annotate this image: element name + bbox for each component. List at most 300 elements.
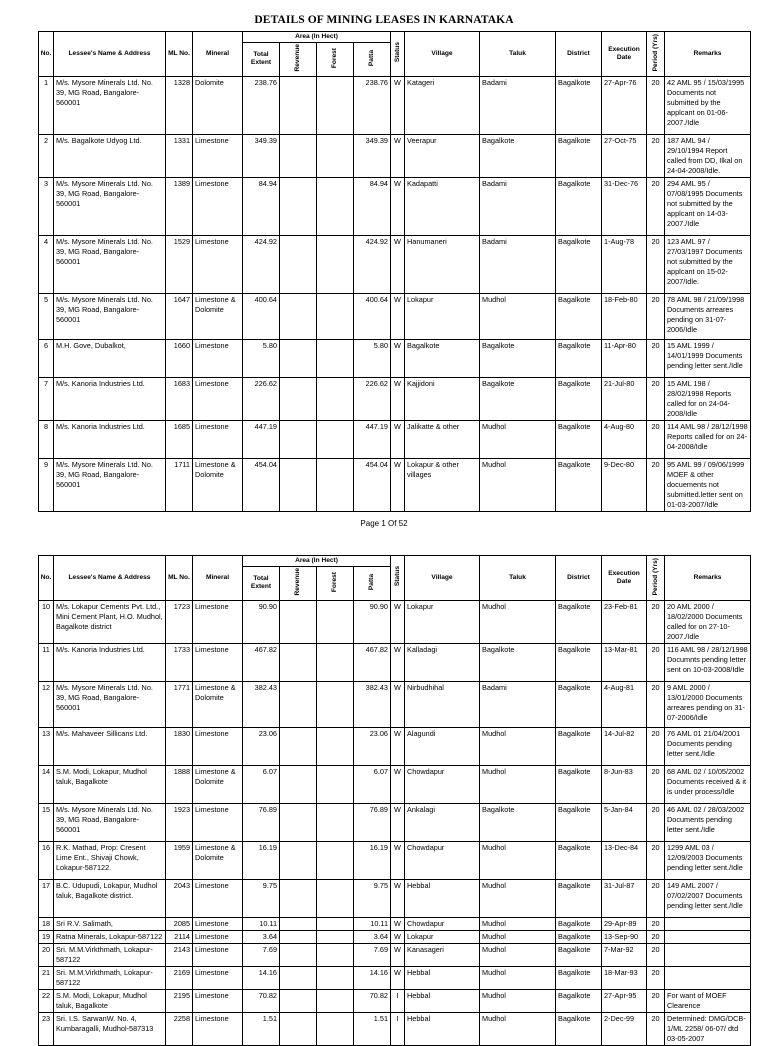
district-cell: Bagalkote [556, 377, 602, 420]
status-cell: W [391, 727, 405, 765]
table-row [39, 727, 751, 765]
village-cell: Hebbal [405, 879, 480, 917]
period-cell: 20 [647, 600, 665, 643]
taluk-cell: Badami [480, 177, 556, 235]
village-cell: Kanasageri [405, 943, 480, 966]
table-row [39, 643, 751, 681]
execution-date-cell: 13-Mar-81 [602, 643, 647, 681]
row-number: 12 [39, 681, 54, 727]
execution-date-cell: 5-Jan-84 [602, 803, 647, 841]
district-cell: Bagalkote [556, 879, 602, 917]
revenue-cell [280, 420, 317, 458]
district-cell: Bagalkote [556, 765, 602, 803]
district-cell: Bagalkote [556, 177, 602, 235]
ml-number-cell: 1660 [166, 339, 193, 377]
table-body-page-2 [39, 600, 751, 1045]
village-cell: Chowdapur [405, 765, 480, 803]
leases-table-page-1 [38, 31, 751, 512]
patta-cell: 3.64 [354, 930, 391, 943]
district-cell: Bagalkote [556, 917, 602, 930]
period-cell: 20 [647, 420, 665, 458]
forest-cell [317, 803, 354, 841]
forest-cell [317, 377, 354, 420]
district-cell: Bagalkote [556, 76, 602, 134]
village-cell: Kalladagi [405, 643, 480, 681]
patta-cell: 10.11 [354, 917, 391, 930]
district-cell: Bagalkote [556, 803, 602, 841]
village-cell: Alagundi [405, 727, 480, 765]
mineral-cell: Limestone [193, 134, 243, 177]
lessee-cell: M/s. Mysore Minerals Ltd. No. 39, MG Road, Bangalore-560001 [54, 76, 166, 134]
patta-cell: 226.62 [354, 377, 391, 420]
taluk-cell: Mudhol [480, 917, 556, 930]
village-cell: Lokapur [405, 930, 480, 943]
period-cell: 20 [647, 803, 665, 841]
row-number: 7 [39, 377, 54, 420]
table-row [39, 930, 751, 943]
total-extent-cell: 70.82 [243, 989, 280, 1012]
header-forest: Forest [317, 43, 354, 77]
row-number: 4 [39, 235, 54, 293]
row-number: 3 [39, 177, 54, 235]
ml-number-cell: 1331 [166, 134, 193, 177]
forest-cell [317, 177, 354, 235]
remarks-cell: 78 AML 98 / 21/09/1998 Documents arreares pending on 31-07-2006/Idle [665, 293, 751, 339]
lessee-cell: M/s. Kanoria Industries Ltd. [54, 420, 166, 458]
remarks-cell: 46 AML 02 / 28/03/2002 Documents pending letter sent./Idle [665, 803, 751, 841]
table-row [39, 1012, 751, 1045]
status-cell: W [391, 458, 405, 511]
execution-date-cell: 27-Apr-95 [602, 989, 647, 1012]
period-cell: 20 [647, 293, 665, 339]
mineral-cell: Limestone [193, 643, 243, 681]
lessee-cell: M/s. Lokapur Cements Pvt. Ltd., Mini Cement Plant, H.O. Mudhol, Bagalkote district [54, 600, 166, 643]
revenue-cell [280, 177, 317, 235]
table-row [39, 943, 751, 966]
execution-date-cell: 27-Oct-75 [602, 134, 647, 177]
remarks-cell: 9 AML 2000 / 13/01/2000 Documents arreares pending on 31-07-2006/Idle [665, 681, 751, 727]
execution-date-cell: 9-Dec-80 [602, 458, 647, 511]
lessee-cell: B.C. Udupudi, Lokapur, Mudhol taluk, Bagalkote district. [54, 879, 166, 917]
header-patta: Patta [354, 567, 391, 601]
lessee-cell: M/s. Mysore Minerals Ltd. No. 39, MG Road, Bangalore-560001 [54, 235, 166, 293]
lessee-cell: S.M. Modi, Lokapur, Mudhol taluk, Bagalkote [54, 765, 166, 803]
ml-number-cell: 1888 [166, 765, 193, 803]
header-execution-date: Execution Date [602, 32, 647, 77]
revenue-cell [280, 989, 317, 1012]
status-cell: W [391, 841, 405, 879]
forest-cell [317, 458, 354, 511]
taluk-cell: Mudhol [480, 420, 556, 458]
patta-cell: 76.89 [354, 803, 391, 841]
row-number: 22 [39, 989, 54, 1012]
patta-cell: 1.51 [354, 1012, 391, 1045]
header-no: No. [39, 32, 54, 77]
village-cell: Chowdapur [405, 841, 480, 879]
forest-cell [317, 943, 354, 966]
status-cell: W [391, 177, 405, 235]
row-number: 11 [39, 643, 54, 681]
lessee-cell: Ratna Minerals, Lokapur-587122 [54, 930, 166, 943]
remarks-cell: 149 AML 2007 / 07/02/2007 Documents pending letter sent./Idle [665, 879, 751, 917]
execution-date-cell: 31-Dec-76 [602, 177, 647, 235]
row-number: 21 [39, 966, 54, 989]
village-cell: Chowdapur [405, 917, 480, 930]
forest-cell [317, 841, 354, 879]
district-cell: Bagalkote [556, 1012, 602, 1045]
total-extent-cell: 84.94 [243, 177, 280, 235]
ml-number-cell: 1685 [166, 420, 193, 458]
village-cell: Ankalagi [405, 803, 480, 841]
row-number: 16 [39, 841, 54, 879]
revenue-cell [280, 930, 317, 943]
total-extent-cell: 382.43 [243, 681, 280, 727]
mineral-cell: Limestone [193, 930, 243, 943]
status-cell: I [391, 989, 405, 1012]
period-cell: 20 [647, 134, 665, 177]
row-number: 13 [39, 727, 54, 765]
period-cell: 20 [647, 917, 665, 930]
row-number: 19 [39, 930, 54, 943]
district-cell: Bagalkote [556, 841, 602, 879]
table-row [39, 765, 751, 803]
village-cell: Kajjidoni [405, 377, 480, 420]
revenue-cell [280, 76, 317, 134]
period-cell: 20 [647, 943, 665, 966]
execution-date-cell: 1-Aug-78 [602, 235, 647, 293]
ml-number-cell: 1733 [166, 643, 193, 681]
execution-date-cell: 18-Feb-80 [602, 293, 647, 339]
total-extent-cell: 226.62 [243, 377, 280, 420]
forest-cell [317, 989, 354, 1012]
status-cell: W [391, 930, 405, 943]
district-cell: Bagalkote [556, 458, 602, 511]
taluk-cell: Bagalkote [480, 643, 556, 681]
execution-date-cell: 27-Apr-76 [602, 76, 647, 134]
status-cell: W [391, 917, 405, 930]
patta-cell: 5.80 [354, 339, 391, 377]
total-extent-cell: 467.82 [243, 643, 280, 681]
revenue-cell [280, 879, 317, 917]
revenue-cell [280, 681, 317, 727]
district-cell: Bagalkote [556, 293, 602, 339]
execution-date-cell: 4-Aug-81 [602, 681, 647, 727]
table-row [39, 966, 751, 989]
mineral-cell: Limestone [193, 943, 243, 966]
execution-date-cell: 11-Apr-80 [602, 339, 647, 377]
revenue-cell [280, 293, 317, 339]
mineral-cell: Limestone & Dolomite [193, 681, 243, 727]
village-cell: Jalikatte & other [405, 420, 480, 458]
revenue-cell [280, 458, 317, 511]
revenue-cell [280, 377, 317, 420]
village-cell: Bagalkote [405, 339, 480, 377]
remarks-cell: 15 AML 1999 / 14/01/1999 Documents pending letter sent./Idle [665, 339, 751, 377]
patta-cell: 424.92 [354, 235, 391, 293]
header-district: District [556, 556, 602, 601]
status-cell: W [391, 235, 405, 293]
header-village: Village [405, 556, 480, 601]
header-total-extent: Total Extent [243, 43, 280, 77]
remarks-cell: 20 AML 2000 / 18/02/2000 Documents called for on 27-10-2007./Idle [665, 600, 751, 643]
mineral-cell: Limestone [193, 420, 243, 458]
village-cell: Lokapur & other villages [405, 458, 480, 511]
status-cell: W [391, 600, 405, 643]
status-cell: I [391, 1012, 405, 1045]
lessee-cell: Sri. M.M.Virkthmath, Lokapur-587122 [54, 943, 166, 966]
header-forest: Forest [317, 567, 354, 601]
lessee-cell: M/s. Mysore Minerals Ltd. No. 39, MG Road, Bangalore-560001 [54, 458, 166, 511]
total-extent-cell: 9.75 [243, 879, 280, 917]
row-number: 6 [39, 339, 54, 377]
taluk-cell: Mudhol [480, 1012, 556, 1045]
revenue-cell [280, 643, 317, 681]
header-area-group: Area (In Hect) [243, 32, 391, 43]
taluk-cell: Mudhol [480, 600, 556, 643]
header-taluk: Taluk [480, 556, 556, 601]
remarks-cell: 114 AML 98 / 28/12/1998 Reports called for on 24-04-2008/Idle [665, 420, 751, 458]
remarks-cell: 1299 AML 03 / 12/09/2003 Documents pending letter sent./Idle [665, 841, 751, 879]
patta-cell: 9.75 [354, 879, 391, 917]
row-number: 5 [39, 293, 54, 339]
lessee-cell: M/s. Mysore Minerals Ltd. No. 39, MG Road, Bangalore-560001 [54, 681, 166, 727]
period-cell: 20 [647, 727, 665, 765]
ml-number-cell: 1771 [166, 681, 193, 727]
header-village: Village [405, 32, 480, 77]
row-number: 10 [39, 600, 54, 643]
forest-cell [317, 966, 354, 989]
taluk-cell: Mudhol [480, 930, 556, 943]
status-cell: W [391, 76, 405, 134]
forest-cell [317, 917, 354, 930]
leases-table-page-2 [38, 555, 751, 1046]
execution-date-cell: 21-Jul-80 [602, 377, 647, 420]
patta-cell: 7.69 [354, 943, 391, 966]
revenue-cell [280, 803, 317, 841]
status-cell: W [391, 377, 405, 420]
ml-number-cell: 2143 [166, 943, 193, 966]
period-cell: 20 [647, 235, 665, 293]
revenue-cell [280, 917, 317, 930]
remarks-cell: 68 AML 02 / 10/05/2002 Documents received & it is under process/Idle [665, 765, 751, 803]
remarks-cell: 123 AML 97 / 27/03/1997 Documents not submitted by the applcant on 15-02-2007/Idle. [665, 235, 751, 293]
header-no: No. [39, 556, 54, 601]
header-status: Status [391, 556, 405, 601]
execution-date-cell: 14-Jul-82 [602, 727, 647, 765]
district-cell: Bagalkote [556, 643, 602, 681]
period-cell: 20 [647, 643, 665, 681]
execution-date-cell: 31-Jul-87 [602, 879, 647, 917]
table-row [39, 600, 751, 643]
village-cell: Veerapur [405, 134, 480, 177]
district-cell: Bagalkote [556, 681, 602, 727]
status-cell: W [391, 879, 405, 917]
revenue-cell [280, 841, 317, 879]
forest-cell [317, 134, 354, 177]
lessee-cell: M/s. Kanoria Industries Ltd. [54, 377, 166, 420]
village-cell: Hanumaneri [405, 235, 480, 293]
total-extent-cell: 16.19 [243, 841, 280, 879]
lessee-cell: M/s. Mysore Minerals Ltd. No. 39, MG Road, Bangalore-560001 [54, 293, 166, 339]
forest-cell [317, 879, 354, 917]
district-cell: Bagalkote [556, 600, 602, 643]
period-cell: 20 [647, 765, 665, 803]
header-period: Period (Yrs) [647, 556, 665, 601]
header-lessee: Lessee's Name & Address [54, 556, 166, 601]
period-cell: 20 [647, 989, 665, 1012]
remarks-cell [665, 966, 751, 989]
patta-cell: 6.07 [354, 765, 391, 803]
taluk-cell: Badami [480, 681, 556, 727]
mineral-cell: Limestone [193, 1012, 243, 1045]
district-cell: Bagalkote [556, 966, 602, 989]
period-cell: 20 [647, 879, 665, 917]
patta-cell: 454.04 [354, 458, 391, 511]
period-cell: 20 [647, 930, 665, 943]
forest-cell [317, 235, 354, 293]
lessee-cell: M.H. Gove, Dubalkot, [54, 339, 166, 377]
lessee-cell: Sri. I.S. SarwanW. No. 4, Kumbaragalli, Mudhol-587313 [54, 1012, 166, 1045]
page-footer: Page 1 Of 52 [360, 519, 408, 528]
forest-cell [317, 681, 354, 727]
forest-cell [317, 339, 354, 377]
table-body-page-1 [39, 76, 751, 511]
total-extent-cell: 14.16 [243, 966, 280, 989]
taluk-cell: Mudhol [480, 458, 556, 511]
mineral-cell: Limestone & Dolomite [193, 458, 243, 511]
total-extent-cell: 6.07 [243, 765, 280, 803]
header-total-extent: Total Extent [243, 567, 280, 601]
village-cell: Hebbal [405, 989, 480, 1012]
lessee-cell: M/s. Kanoria Industries Ltd. [54, 643, 166, 681]
header-period: Period (Yrs) [647, 32, 665, 77]
lessee-cell: M/s. Mysore Minerals Ltd. No. 39, MG Road, Bangalore-560001 [54, 177, 166, 235]
table-row [39, 76, 751, 134]
header-mineral: Mineral [193, 556, 243, 601]
header-patta: Patta [354, 43, 391, 77]
ml-number-cell: 1647 [166, 293, 193, 339]
execution-date-cell: 4-Aug-80 [602, 420, 647, 458]
lessee-cell: Sri R.V. Salimath, [54, 917, 166, 930]
total-extent-cell: 3.64 [243, 930, 280, 943]
taluk-cell: Mudhol [480, 989, 556, 1012]
village-cell: Kadapatti [405, 177, 480, 235]
table-row [39, 681, 751, 727]
row-number: 20 [39, 943, 54, 966]
total-extent-cell: 400.64 [243, 293, 280, 339]
total-extent-cell: 238.76 [243, 76, 280, 134]
village-cell: Lokapur [405, 600, 480, 643]
revenue-cell [280, 727, 317, 765]
header-revenue: Revenue [280, 43, 317, 77]
village-cell: Katageri [405, 76, 480, 134]
patta-cell: 467.82 [354, 643, 391, 681]
header-mineral: Mineral [193, 32, 243, 77]
row-number: 2 [39, 134, 54, 177]
status-cell: W [391, 339, 405, 377]
ml-number-cell: 1723 [166, 600, 193, 643]
total-extent-cell: 23.06 [243, 727, 280, 765]
execution-date-cell: 18-Mar-93 [602, 966, 647, 989]
forest-cell [317, 1012, 354, 1045]
patta-cell: 16.19 [354, 841, 391, 879]
forest-cell [317, 293, 354, 339]
table-row [39, 293, 751, 339]
ml-number-cell: 1959 [166, 841, 193, 879]
ml-number-cell: 2195 [166, 989, 193, 1012]
status-cell: W [391, 681, 405, 727]
mineral-cell: Limestone [193, 377, 243, 420]
mineral-cell: Limestone [193, 177, 243, 235]
table-row [39, 458, 751, 511]
period-cell: 20 [647, 681, 665, 727]
execution-date-cell: 2-Dec-99 [602, 1012, 647, 1045]
district-cell: Bagalkote [556, 989, 602, 1012]
header-district: District [556, 32, 602, 77]
header-execution-date: Execution Date [602, 556, 647, 601]
header-ml-no: ML No. [166, 556, 193, 601]
patta-cell: 400.64 [354, 293, 391, 339]
taluk-cell: Mudhol [480, 943, 556, 966]
mineral-cell: Limestone [193, 917, 243, 930]
mineral-cell: Limestone [193, 966, 243, 989]
forest-cell [317, 930, 354, 943]
mineral-cell: Limestone & Dolomite [193, 293, 243, 339]
total-extent-cell: 76.89 [243, 803, 280, 841]
taluk-cell: Mudhol [480, 293, 556, 339]
remarks-cell: For want of MOEF Clearence [665, 989, 751, 1012]
remarks-cell: 15 AML 198 / 28/02/1998 Reports called for on 24-04-2008/Idle [665, 377, 751, 420]
header-remarks: Remarks [665, 556, 751, 601]
header-status: Status [391, 32, 405, 77]
taluk-cell: Badami [480, 76, 556, 134]
revenue-cell [280, 339, 317, 377]
patta-cell: 84.94 [354, 177, 391, 235]
mineral-cell: Dolomite [193, 76, 243, 134]
forest-cell [317, 643, 354, 681]
total-extent-cell: 90.90 [243, 600, 280, 643]
patta-cell: 349.39 [354, 134, 391, 177]
status-cell: W [391, 293, 405, 339]
row-number: 14 [39, 765, 54, 803]
table-row [39, 339, 751, 377]
period-cell: 20 [647, 458, 665, 511]
district-cell: Bagalkote [556, 420, 602, 458]
status-cell: W [391, 643, 405, 681]
mineral-cell: Limestone [193, 989, 243, 1012]
district-cell: Bagalkote [556, 943, 602, 966]
mineral-cell: Limestone [193, 235, 243, 293]
mineral-cell: Limestone [193, 339, 243, 377]
period-cell: 20 [647, 966, 665, 989]
table-row [39, 841, 751, 879]
remarks-cell [665, 917, 751, 930]
taluk-cell: Bagalkote [480, 803, 556, 841]
lessee-cell: R.K. Mathad, Prop: Cresent Lime Ent., Shivaji Chowk, Lokapur-587122. [54, 841, 166, 879]
revenue-cell [280, 966, 317, 989]
patta-cell: 70.82 [354, 989, 391, 1012]
period-cell: 20 [647, 377, 665, 420]
ml-number-cell: 1529 [166, 235, 193, 293]
row-number: 9 [39, 458, 54, 511]
execution-date-cell: 13-Dec-84 [602, 841, 647, 879]
forest-cell [317, 765, 354, 803]
lessee-cell: M/s. Bagalkote Udyog Ltd. [54, 134, 166, 177]
ml-number-cell: 2169 [166, 966, 193, 989]
remarks-cell: 187 AML 94 / 29/10/1994 Report called from DD, Ilkal on 24-04-2008/Idle. [665, 134, 751, 177]
execution-date-cell: 23-Feb-81 [602, 600, 647, 643]
ml-number-cell: 1923 [166, 803, 193, 841]
